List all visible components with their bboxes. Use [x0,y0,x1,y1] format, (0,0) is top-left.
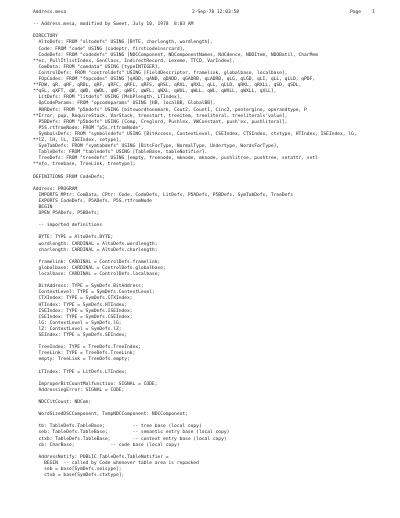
header-page-number: Page 1 [350,10,375,15]
source-listing [33,22,386,479]
header-filename: Address.mesa [33,10,67,15]
source-line: ISEIndex: TYPE = SymDefs.ISEIndex; [33,308,133,314]
source-line: **qSL, qXFT, qW, qWD, qWDL, qWF, qWFC, qWFL, qWXL, qWXL, qWLL, qWL, qWXLL, qWXLL, qXLL], [33,89,277,95]
source-line: FOpCodes: FROM "fopcodes" USING [qADD, qAND, qDADD, qGADRB, qLADRB, qLG, qLGD, qLI, qLL, qLLD, qPDF, [33,77,316,83]
source-line: lZ: ContextLevel = SymDefs.lZ; [33,326,122,332]
source-line: PBRDefs: FROM "p5bdefs" USING [bitswordtonemark, Cout2, Count1, Cinc2, pentergine, operandtype, P [33,107,307,113]
source-line: lG: ContextLevel = SymDefs.lG; [33,320,122,326]
source-line: **lZ, lH, lL, ISEIndex, setype], [33,137,122,143]
source-line: WordSizedDSCComponent, TempNDCComponent: NDCComponent; [33,412,188,418]
source-line: ctxb = base[SymDefs.ctxtype]; [33,473,125,479]
source-line: -- Address.mesa, modified by Sweet, July 10, 1978 8:03 AM [33,22,194,28]
source-line: BYTE: TYPE = AltoDefs.BYTE; [33,235,114,241]
source-line: SymTabDefs: FROM "symtabdefs" USING [BitsForType, NormalType, Undertype, WordsForType], [33,144,280,150]
source-line: **Error, pop, RequireStack, VarStack, treestart, treeitem, treeliteral, treeliterals'value], [33,113,288,119]
source-line: AddressingError: SIGNAL = CODE; [33,387,125,393]
source-line: BEGIN -- called by Code whenever table area is repacked [33,460,199,466]
source-line: DIRECTORY [33,34,58,40]
source-line: ComData: FROM "comdata" USING [typeINTEGER], [33,64,161,70]
source-line: TreeLink: TYPE = TreeDefs.TreeLink; [33,351,136,357]
source-line: NDCCitCount: NDCom; [33,400,92,405]
source-line: BEGIN [33,205,53,210]
source-line: **FDW, qR, qRF, qRDL, qRF, qRFC, qRFL, qRFS, qRSL, qRXL, qRXL, qLL, qLLD, qRKL, qRXLL, qSD, qSDL, [33,83,302,89]
source-line: TreeDefs: FROM "treedefs" USING [empty, freenode, mknode, mknode, pushlitree, pushtree, setattr, setl [33,156,318,162]
source-line: BitAddress: TYPE = SymDefs.BitAddress; [33,284,144,290]
source-line: OPEN P5ADefs, P5BDefs; [33,211,100,217]
source-line: OpCodeParams: FROM "opcodeparams" USING [HB, localBB, GlobalBB], [33,101,216,107]
source-line: ContextLevel: TYPE = SymDefs.ContextLevel; [33,290,155,296]
source-line: -- imported definitions [33,223,103,229]
source-line: IMPORTS MPtr: ComData, CPtr: Code, CodeDefs, LitDefs, P5ADefs, P5BDefs, SymTabDefs, TreeDefs [33,192,293,198]
source-line: CSEIndex: TYPE = SymDefs.CSEIndex; [33,314,133,320]
source-line: charlength: CARDINAL = AltoDefs.charlength; [33,247,158,253]
source-line: **ez, PullItlistIndex, GenClass, IndirectRecord, Lexeme, TTCD, VarIndex], [33,58,235,64]
source-line: ImproperBitCountMalfunction: SIGNAL = CODE; [33,381,158,387]
source-line: tb: TableDefs.TableBase; -- tree base (local copy) [33,424,202,430]
source-line: SymbolsDefs: FROM "symbolsdefs" USING [BitAccess, ContextLevel, CSEIndex, CTSIndex, ctxtype, HTIndex, ISEIndex, lG, [33,131,357,137]
source-line: TreeIndex: TYPE = TreeDefs.TreeIndex; [33,345,141,351]
source-line: **nfo, treebase, TreeLink, treetype]; [33,162,136,168]
source-line: ControlDefs: FROM "controldefs" USING [FieldDescriptor, framelink, globalbase, localbase], [33,70,288,76]
source-line: P5S.rtfromNode: FROM "p5s.rtfromNode", [33,125,144,131]
source-line: globalbase: CARDINAL = ControlDefs.globalbase; [33,265,166,271]
source-line: wordlength: CARDINAL = AltoDefs.wordlength; [33,241,158,247]
source-line: EXPORTS CodeDefs, P5ADefs, P5S.rtfromNode [33,198,152,204]
source-line: P5BDefs: FROM "p5bdefs" USING [Comp, Creglord, Pushlex, VWConstant, push'ex, pushliteral], [33,119,288,125]
source-line: SEIndex: TYPE = SymDefs.SEIndex; [33,332,128,338]
source-line: Address: PROGRAM [33,186,78,192]
source-line: Code: FROM "code" USING [codeptr, firstcodeinsrcard], [33,46,186,52]
source-line: CodeDefs: FROM "codedefs" USING [NDCComponent, NDComponentNames, NdCdence, NDDItem, NDOBatil, CharMem [33,52,318,58]
source-line: seb = base[SymDefs.seisype]; [33,467,122,473]
source-line: DEFINITIONS FROM CodeDefs; [33,174,105,180]
source-line: framelink: CARDINAL = ControlDefs.framelink; [33,259,161,265]
source-line: LTIndex: TYPE = LitDefs.LTIndex; [33,369,128,375]
source-line: LitDefs: FROM "litdefs" USING [MsbPlength, LTIndex], [33,95,183,101]
source-line: localbase: CARDINAL = ControlDefs.localbase; [33,272,161,278]
source-line: empty: TreeLink = TreeDefs.empty; [33,357,130,363]
source-line: cb: CharBase; -- code base (local copy) [33,442,180,448]
source-line: ctxb: TableDefs.TableBase; -- context entry base (local copy) [33,436,227,442]
header-date: 2-Sep-78 12:03:58 [192,10,240,15]
source-line: seb: TableDefs.TableBase; -- semantic entry base (local copy) [33,430,230,436]
source-line: AddressNotify: PUBLIC TableDefs.TableNotifier = [33,454,169,460]
source-line: TableDefs: FROM "tabledefs" USING [TableBase, tableNotifier], [33,150,208,156]
source-line: HTIndex: TYPE = SymDefs.HTIndex; [33,302,128,308]
page-header [33,10,386,16]
source-line: AltoDefs: FROM "altodefs" USING [BYTE, charlength, wordlength], [33,40,213,46]
source-line: CTXIndex: TYPE = SymDefs.CTXIndex; [33,296,133,302]
